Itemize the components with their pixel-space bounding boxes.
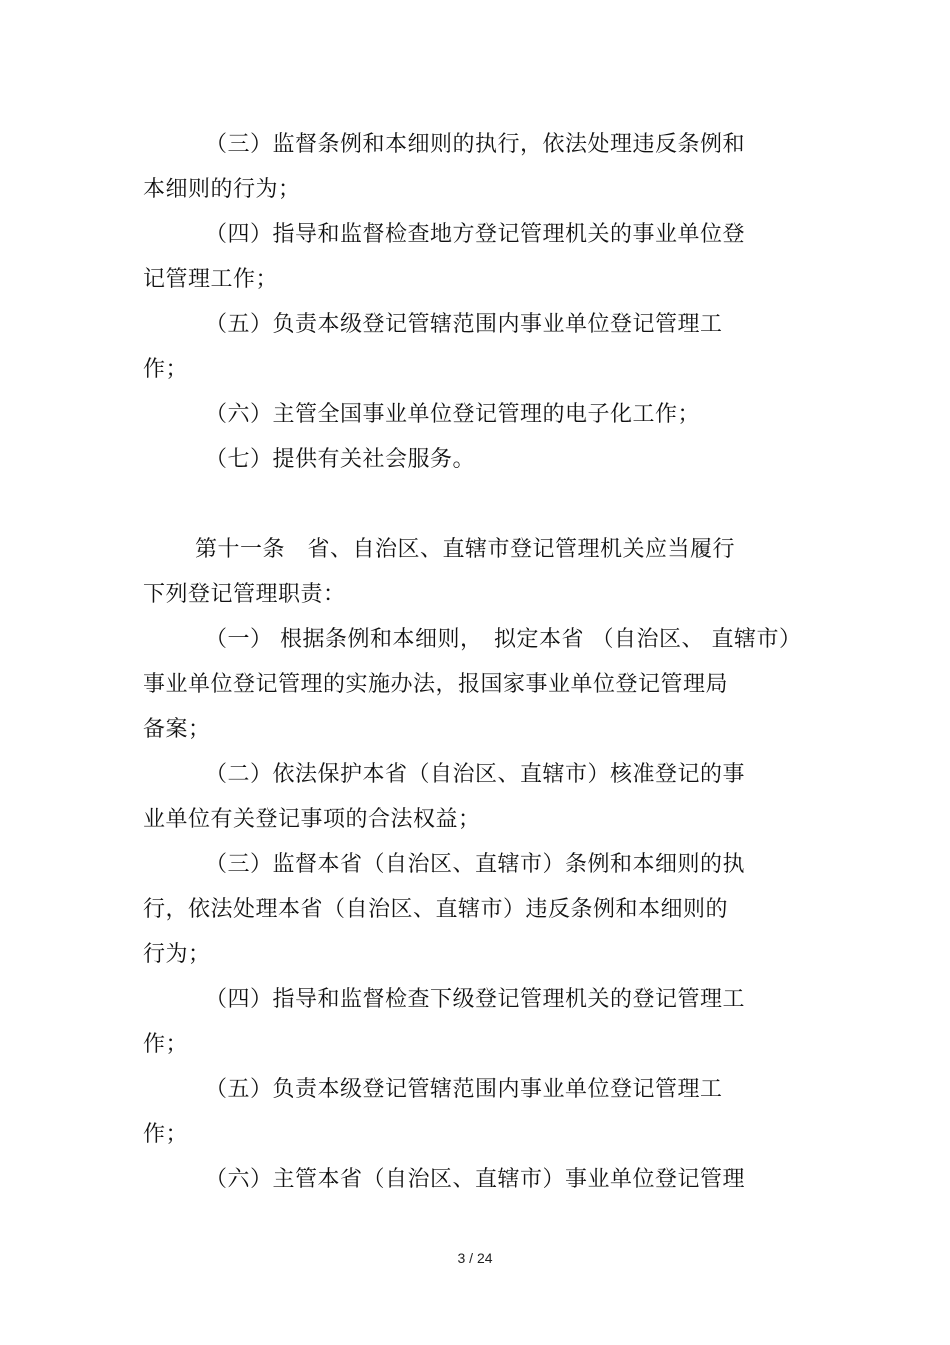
text-line: 记管理工作； — [143, 267, 279, 292]
text-line: 业单位有关登记事项的合法权益； — [143, 807, 481, 832]
text-line: （四）指导和监督检查下级登记管理机关的登记管理工 — [205, 987, 746, 1012]
text-line: 作； — [143, 1032, 189, 1057]
text-line: （三）监督本省（自治区、直辖市）条例和本细则的执 — [205, 852, 746, 877]
text-line: （三）监督条例和本细则的执行，依法处理违反条例和 — [205, 132, 746, 157]
text-line: （五）负责本级登记管辖范围内事业单位登记管理工 — [205, 1077, 723, 1102]
text-line: （二）依法保护本省（自治区、直辖市）核准登记的事 — [205, 762, 746, 787]
text-line: 下列登记管理职责： — [143, 582, 346, 607]
page-number: 3 / 24 — [457, 1250, 493, 1266]
text-line: （七）提供有关社会服务。 — [205, 447, 476, 472]
article-heading-line: 第十一条 省、自治区、直辖市登记管理机关应当履行 — [195, 537, 736, 562]
text-line: 作； — [143, 1122, 189, 1147]
text-line: （六）主管全国事业单位登记管理的电子化工作； — [205, 402, 701, 427]
text-line: （五）负责本级登记管辖范围内事业单位登记管理工 — [205, 312, 723, 337]
text-line: 本细则的行为； — [143, 177, 301, 202]
text-line: 行为； — [143, 942, 211, 967]
text-line: （一） 根据条例和本细则， 拟定本省 （自治区、 直辖市） — [205, 627, 802, 652]
text-line: （四）指导和监督检查地方登记管理机关的事业单位登 — [205, 222, 746, 247]
text-line: 行，依法处理本省（自治区、直辖市）违反条例和本细则的 — [143, 897, 729, 922]
text-line: 事业单位登记管理的实施办法，报国家事业单位登记管理局 — [143, 672, 729, 697]
text-line: 作； — [143, 357, 189, 382]
text-line: 备案； — [143, 717, 211, 742]
text-line: （六）主管本省（自治区、直辖市）事业单位登记管理 — [205, 1167, 746, 1192]
